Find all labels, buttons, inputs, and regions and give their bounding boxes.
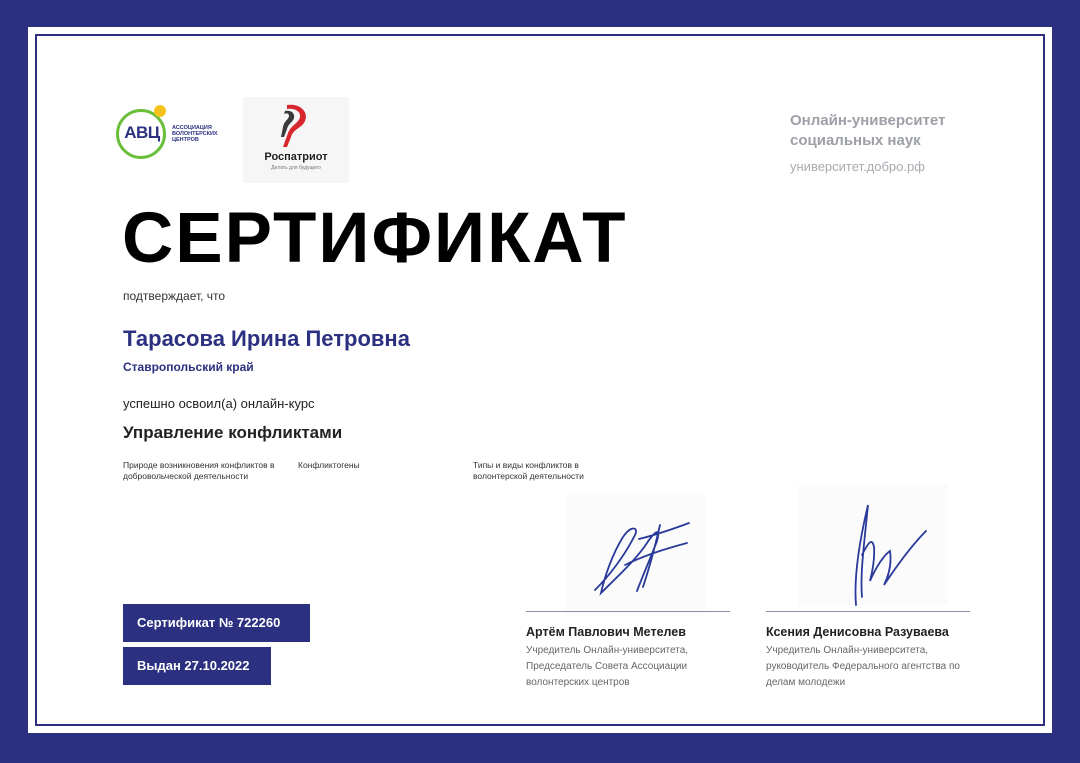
course-topic: Типы и виды конфликтов в волонтерской деятельности bbox=[473, 460, 584, 481]
signer-1-name: Артём Павлович Метелев bbox=[526, 625, 686, 639]
university-title: Онлайн-университет социальных наук bbox=[790, 112, 946, 149]
completion-text: успешно освоил(а) онлайн-курс bbox=[123, 396, 315, 411]
certificate-number-badge: Сертификат № 722260 bbox=[123, 604, 310, 642]
certificate-title: СЕРТИФИКАТ bbox=[122, 199, 628, 278]
rospatriot-logo bbox=[243, 97, 349, 183]
recipient-name: Тарасова Ирина Петровна bbox=[123, 326, 410, 351]
signature-2-image bbox=[798, 485, 948, 605]
recipient-region: Ставропольский край bbox=[123, 360, 254, 374]
avc-logo bbox=[116, 107, 226, 167]
course-topic: Конфликтогены bbox=[298, 460, 360, 470]
signature-1-icon bbox=[565, 495, 705, 615]
rospatriot-name: Роспатриот bbox=[264, 151, 328, 163]
signer-2-role: Учредитель Онлайн-университета, руководитель Федерального агентства по делам молодежи bbox=[766, 645, 960, 688]
signer-1-role: Учредитель Онлайн-университета, Председатель Совета Ассоциации волонтерских центров bbox=[526, 645, 689, 688]
confirms-text: подтверждает, что bbox=[123, 289, 226, 303]
university-url: университет.добро.рф bbox=[790, 159, 925, 174]
course-name: Управление конфликтами bbox=[123, 423, 343, 442]
avc-logo-dot bbox=[154, 105, 166, 117]
avc-logo-caption: АССОЦИАЦИЯ ВОЛОНТЕРСКИХ ЦЕНТРОВ bbox=[172, 125, 218, 143]
issue-date-badge: Выдан 27.10.2022 bbox=[123, 647, 271, 685]
avc-logo-text: АВЦ bbox=[124, 123, 160, 142]
course-topic: Природе возникновения конфликтов в добровольческой деятельности bbox=[123, 460, 275, 481]
certificate-sheet bbox=[28, 27, 1052, 733]
signature-2-icon bbox=[798, 485, 948, 610]
signature-1-image bbox=[565, 495, 705, 615]
signer-2-name: Ксения Денисовна Разуваева bbox=[766, 625, 949, 639]
rospatriot-mark-icon bbox=[279, 103, 313, 149]
rospatriot-tagline: Делать для будущего bbox=[271, 165, 321, 171]
signature-2-line bbox=[766, 611, 970, 612]
signature-1-line bbox=[526, 611, 730, 612]
